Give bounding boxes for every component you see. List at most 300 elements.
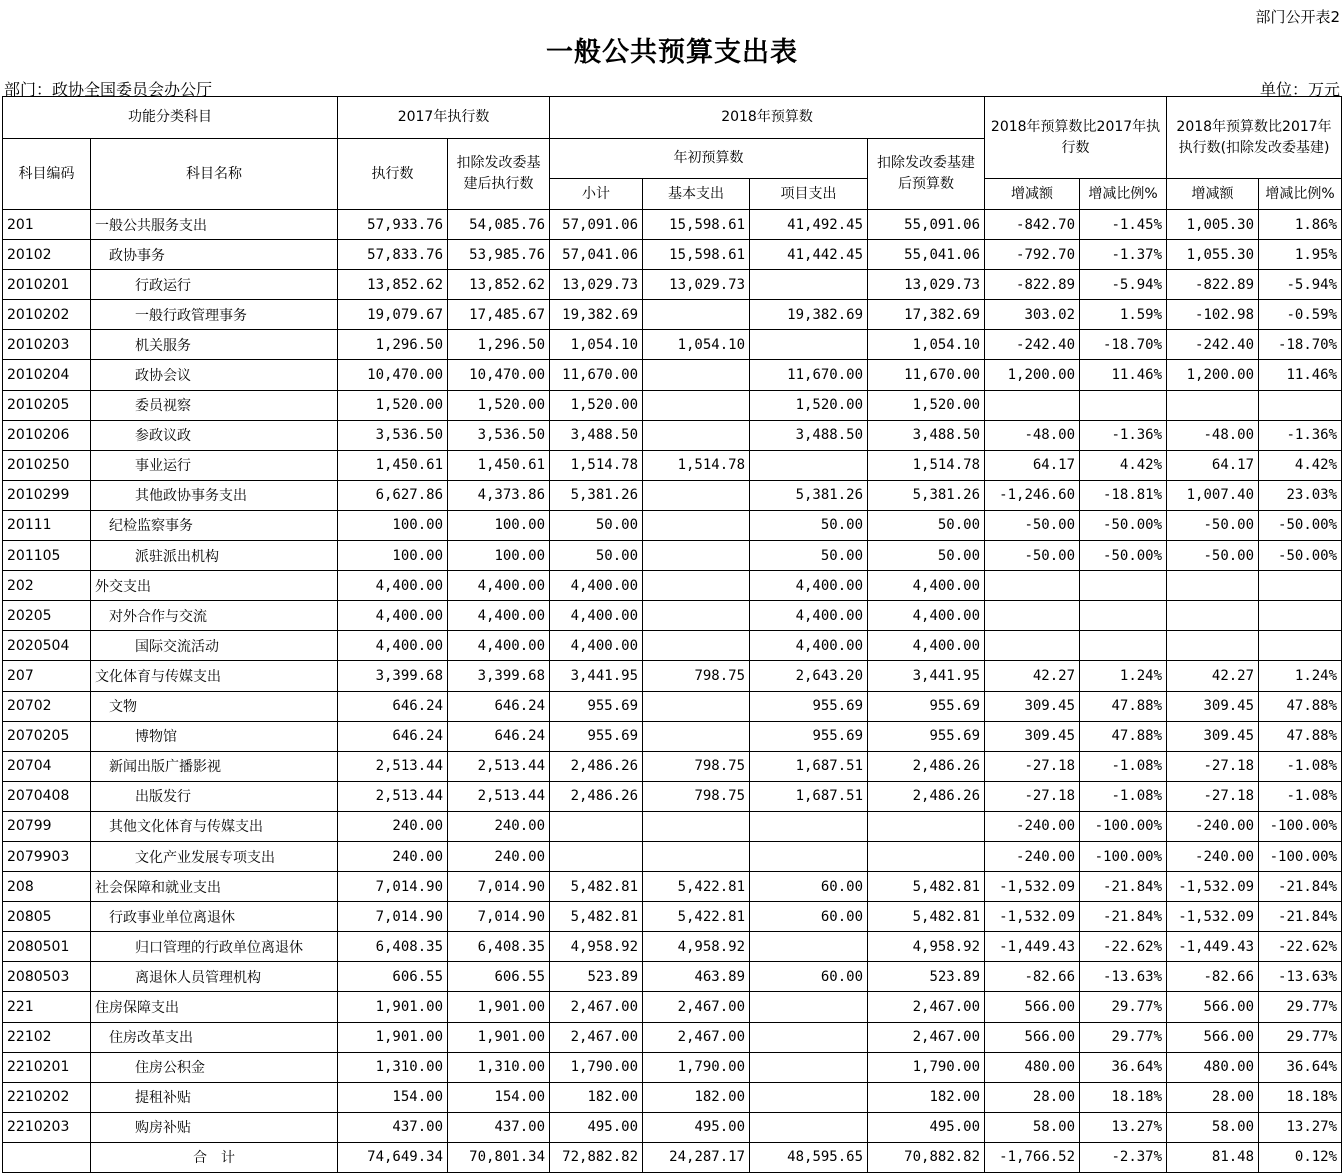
cell-change-2: -102.98 — [1167, 300, 1259, 330]
cell-exec: 2,513.44 — [338, 781, 448, 811]
table-row — [3, 1082, 1342, 1112]
cell-name: 提租补贴 — [91, 1082, 338, 1112]
cell-name: 一般公共服务支出 — [91, 210, 338, 240]
cell-name: 归口管理的行政单位离退休 — [91, 932, 338, 962]
cell-change-1 — [985, 390, 1080, 420]
cell-pct-2: -1.08% — [1259, 781, 1342, 811]
cell-pct-1: -50.00% — [1080, 541, 1167, 571]
cell-subtotal: 4,958.92 — [550, 932, 643, 962]
cell-exec: 10,470.00 — [338, 360, 448, 390]
table-row — [3, 270, 1342, 300]
cell-code: 20704 — [3, 751, 91, 781]
cell-pct-1: 1.24% — [1080, 661, 1167, 691]
cell-change-2: -1,532.09 — [1167, 902, 1259, 932]
cell-pct-1: -100.00% — [1080, 841, 1167, 871]
cell-exec-adjusted: 240.00 — [448, 841, 550, 871]
cell-pct-1: 29.77% — [1080, 1022, 1167, 1052]
cell-project — [750, 1022, 868, 1052]
cell-change-2: -240.00 — [1167, 811, 1259, 841]
cell-budget-adjusted: 13,029.73 — [868, 270, 985, 300]
cell-basic — [643, 841, 750, 871]
cell-basic: 2,467.00 — [643, 992, 750, 1022]
cell-basic — [643, 571, 750, 601]
total-change-1: -1,766.52 — [985, 1142, 1080, 1172]
table-row — [3, 480, 1342, 510]
cell-exec-adjusted: 1,450.61 — [448, 450, 550, 480]
cell-code: 20702 — [3, 691, 91, 721]
cell-name: 其他政协事务支出 — [91, 480, 338, 510]
cell-subtotal: 2,486.26 — [550, 751, 643, 781]
header-basic: 基本支出 — [643, 179, 750, 210]
cell-budget-adjusted: 2,467.00 — [868, 992, 985, 1022]
total-subtotal: 72,882.82 — [550, 1142, 643, 1172]
cell-budget-adjusted: 5,482.81 — [868, 902, 985, 932]
cell-basic — [643, 811, 750, 841]
cell-exec-adjusted: 100.00 — [448, 541, 550, 571]
header-exec: 执行数 — [338, 139, 448, 210]
cell-change-1: -792.70 — [985, 240, 1080, 270]
table-row — [3, 661, 1342, 691]
cell-pct-2: -1.08% — [1259, 751, 1342, 781]
cell-exec-adjusted: 100.00 — [448, 510, 550, 540]
cell-budget-adjusted: 5,482.81 — [868, 872, 985, 902]
cell-code: 2210203 — [3, 1112, 91, 1142]
cell-code: 2079903 — [3, 841, 91, 871]
cell-code: 2010203 — [3, 330, 91, 360]
cell-budget-adjusted: 50.00 — [868, 510, 985, 540]
cell-exec: 646.24 — [338, 721, 448, 751]
cell-budget-adjusted: 4,400.00 — [868, 631, 985, 661]
cell-change-1: 28.00 — [985, 1082, 1080, 1112]
cell-basic: 798.75 — [643, 661, 750, 691]
table-row — [3, 541, 1342, 571]
cell-project: 11,670.00 — [750, 360, 868, 390]
cell-code: 2010202 — [3, 300, 91, 330]
cell-subtotal: 50.00 — [550, 510, 643, 540]
cell-code: 2010201 — [3, 270, 91, 300]
cell-basic: 15,598.61 — [643, 210, 750, 240]
cell-exec-adjusted: 1,310.00 — [448, 1052, 550, 1082]
cell-budget-adjusted: 955.69 — [868, 691, 985, 721]
cell-exec: 2,513.44 — [338, 751, 448, 781]
cell-code: 2010204 — [3, 360, 91, 390]
cell-budget-adjusted: 1,520.00 — [868, 390, 985, 420]
cell-subtotal: 11,670.00 — [550, 360, 643, 390]
table-row — [3, 962, 1342, 992]
cell-exec: 6,408.35 — [338, 932, 448, 962]
cell-change-1: -842.70 — [985, 210, 1080, 240]
cell-budget-adjusted: 3,441.95 — [868, 661, 985, 691]
cell-exec-adjusted: 2,513.44 — [448, 751, 550, 781]
table-row — [3, 450, 1342, 480]
cell-subtotal: 955.69 — [550, 691, 643, 721]
cell-exec-adjusted: 437.00 — [448, 1112, 550, 1142]
cell-pct-1: -21.84% — [1080, 872, 1167, 902]
cell-name: 事业运行 — [91, 450, 338, 480]
cell-basic: 798.75 — [643, 751, 750, 781]
cell-code: 20102 — [3, 240, 91, 270]
cell-pct-2: 36.64% — [1259, 1052, 1342, 1082]
cell-pct-2 — [1259, 390, 1342, 420]
cell-exec: 1,296.50 — [338, 330, 448, 360]
cell-pct-2: 47.88% — [1259, 721, 1342, 751]
table-row — [3, 210, 1342, 240]
cell-project — [750, 841, 868, 871]
cell-name: 博物馆 — [91, 721, 338, 751]
total-exec: 74,649.34 — [338, 1142, 448, 1172]
cell-exec-adjusted: 17,485.67 — [448, 300, 550, 330]
cell-pct-2: -0.59% — [1259, 300, 1342, 330]
cell-exec: 3,399.68 — [338, 661, 448, 691]
cell-exec: 4,400.00 — [338, 601, 448, 631]
cell-project — [750, 330, 868, 360]
cell-change-2: 1,005.30 — [1167, 210, 1259, 240]
cell-pct-2: 47.88% — [1259, 691, 1342, 721]
unit-label: 单位：万元 — [1259, 80, 1340, 99]
cell-name: 参政议政 — [91, 420, 338, 450]
cell-pct-1 — [1080, 631, 1167, 661]
cell-change-1 — [985, 631, 1080, 661]
cell-name: 社会保障和就业支出 — [91, 872, 338, 902]
cell-name: 对外合作与交流 — [91, 601, 338, 631]
cell-pct-1: -1.36% — [1080, 420, 1167, 450]
cell-budget-adjusted: 11,670.00 — [868, 360, 985, 390]
cell-budget-adjusted: 2,486.26 — [868, 781, 985, 811]
cell-pct-1: 36.64% — [1080, 1052, 1167, 1082]
cell-basic: 15,598.61 — [643, 240, 750, 270]
cell-pct-2: -1.36% — [1259, 420, 1342, 450]
cell-change-2: 566.00 — [1167, 1022, 1259, 1052]
total-project: 48,595.65 — [750, 1142, 868, 1172]
cell-name: 政协会议 — [91, 360, 338, 390]
total-pct-1: -2.37% — [1080, 1142, 1167, 1172]
cell-code: 207 — [3, 661, 91, 691]
cell-budget-adjusted: 2,486.26 — [868, 751, 985, 781]
header-pct-2: 增减比例% — [1259, 179, 1342, 210]
cell-exec-adjusted: 240.00 — [448, 811, 550, 841]
cell-budget-adjusted: 1,790.00 — [868, 1052, 985, 1082]
header-subtotal: 小计 — [550, 179, 643, 210]
cell-subtotal: 1,514.78 — [550, 450, 643, 480]
cell-basic — [643, 480, 750, 510]
cell-exec-adjusted: 7,014.90 — [448, 872, 550, 902]
cell-exec-adjusted: 1,901.00 — [448, 1022, 550, 1052]
cell-change-2: 1,007.40 — [1167, 480, 1259, 510]
cell-basic — [643, 541, 750, 571]
header-change-2: 增减额 — [1167, 179, 1259, 210]
cell-subtotal: 50.00 — [550, 541, 643, 571]
cell-subtotal: 1,790.00 — [550, 1052, 643, 1082]
cell-code: 20205 — [3, 601, 91, 631]
cell-exec: 1,901.00 — [338, 992, 448, 1022]
table-row — [3, 240, 1342, 270]
header-exec-2017: 2017年执行数 — [338, 97, 550, 139]
cell-code: 20111 — [3, 510, 91, 540]
cell-basic: 1,790.00 — [643, 1052, 750, 1082]
cell-budget-adjusted: 182.00 — [868, 1082, 985, 1112]
cell-subtotal: 4,400.00 — [550, 571, 643, 601]
cell-project — [750, 932, 868, 962]
cell-project: 5,381.26 — [750, 480, 868, 510]
cell-budget-adjusted: 50.00 — [868, 541, 985, 571]
cell-pct-2: -21.84% — [1259, 872, 1342, 902]
cell-subtotal: 2,467.00 — [550, 992, 643, 1022]
table-row — [3, 691, 1342, 721]
cell-project — [750, 811, 868, 841]
cell-change-2: -242.40 — [1167, 330, 1259, 360]
cell-exec: 100.00 — [338, 510, 448, 540]
total-exec-adjusted: 70,801.34 — [448, 1142, 550, 1172]
cell-exec-adjusted: 646.24 — [448, 691, 550, 721]
header-name: 科目名称 — [91, 139, 338, 210]
cell-subtotal: 19,382.69 — [550, 300, 643, 330]
total-label: 合 计 — [91, 1142, 338, 1172]
cell-subtotal — [550, 841, 643, 871]
cell-budget-adjusted — [868, 811, 985, 841]
cell-exec-adjusted: 1,520.00 — [448, 390, 550, 420]
cell-pct-2: -18.70% — [1259, 330, 1342, 360]
cell-change-1: -240.00 — [985, 841, 1080, 871]
cell-subtotal: 4,400.00 — [550, 601, 643, 631]
cell-budget-adjusted: 4,400.00 — [868, 571, 985, 601]
cell-exec: 437.00 — [338, 1112, 448, 1142]
cell-basic: 5,422.81 — [643, 872, 750, 902]
cell-exec-adjusted: 1,296.50 — [448, 330, 550, 360]
cell-pct-1 — [1080, 571, 1167, 601]
cell-pct-2: 1.86% — [1259, 210, 1342, 240]
cell-pct-2: 13.27% — [1259, 1112, 1342, 1142]
cell-change-2: -48.00 — [1167, 420, 1259, 450]
cell-change-2: -1,449.43 — [1167, 932, 1259, 962]
cell-exec-adjusted: 4,400.00 — [448, 601, 550, 631]
cell-code: 201105 — [3, 541, 91, 571]
header-budget-2018: 2018年预算数 — [550, 97, 985, 139]
header-compare-2: 2018年预算数比2017年执行数(扣除发改委基建) — [1167, 97, 1342, 179]
cell-exec: 57,933.76 — [338, 210, 448, 240]
cell-pct-1: -21.84% — [1080, 902, 1167, 932]
cell-project: 1,687.51 — [750, 751, 868, 781]
cell-change-2 — [1167, 571, 1259, 601]
cell-subtotal: 182.00 — [550, 1082, 643, 1112]
table-row — [3, 571, 1342, 601]
department-label: 部门：政协全国委员会办公厅 — [4, 80, 213, 99]
cell-exec-adjusted: 3,536.50 — [448, 420, 550, 450]
cell-exec: 240.00 — [338, 811, 448, 841]
cell-basic: 1,054.10 — [643, 330, 750, 360]
cell-change-2: 1,055.30 — [1167, 240, 1259, 270]
cell-budget-adjusted: 1,514.78 — [868, 450, 985, 480]
cell-project — [750, 1112, 868, 1142]
table-row — [3, 1022, 1342, 1052]
cell-exec: 606.55 — [338, 962, 448, 992]
cell-code: 2210201 — [3, 1052, 91, 1082]
cell-code: 2010250 — [3, 450, 91, 480]
cell-basic — [643, 601, 750, 631]
cell-pct-2: 23.03% — [1259, 480, 1342, 510]
header-exec-adjusted: 扣除发改委基建后执行数 — [448, 139, 550, 210]
cell-change-2: -50.00 — [1167, 541, 1259, 571]
cell-exec: 4,400.00 — [338, 631, 448, 661]
cell-name: 政协事务 — [91, 240, 338, 270]
cell-subtotal: 2,486.26 — [550, 781, 643, 811]
cell-pct-1 — [1080, 390, 1167, 420]
cell-pct-1: 4.42% — [1080, 450, 1167, 480]
cell-pct-1: -100.00% — [1080, 811, 1167, 841]
cell-name: 出版发行 — [91, 781, 338, 811]
cell-change-1: -240.00 — [985, 811, 1080, 841]
header-code: 科目编码 — [3, 139, 91, 210]
cell-pct-1: -18.81% — [1080, 480, 1167, 510]
cell-pct-2: 11.46% — [1259, 360, 1342, 390]
cell-budget-adjusted: 55,041.06 — [868, 240, 985, 270]
cell-change-1: 309.45 — [985, 721, 1080, 751]
cell-pct-2: -100.00% — [1259, 811, 1342, 841]
cell-pct-1: 1.59% — [1080, 300, 1167, 330]
cell-project: 60.00 — [750, 872, 868, 902]
cell-basic — [643, 691, 750, 721]
cell-pct-1: -1.08% — [1080, 751, 1167, 781]
header-project: 项目支出 — [750, 179, 868, 210]
cell-pct-2 — [1259, 571, 1342, 601]
cell-name: 行政运行 — [91, 270, 338, 300]
cell-change-1: -242.40 — [985, 330, 1080, 360]
cell-project: 1,687.51 — [750, 781, 868, 811]
cell-name: 文化体育与传媒支出 — [91, 661, 338, 691]
cell-pct-2 — [1259, 631, 1342, 661]
cell-exec-adjusted: 3,399.68 — [448, 661, 550, 691]
cell-project — [750, 1082, 868, 1112]
cell-subtotal: 5,381.26 — [550, 480, 643, 510]
cell-pct-1: 11.46% — [1080, 360, 1167, 390]
header-initial-budget: 年初预算数 — [550, 139, 868, 179]
table-row — [3, 811, 1342, 841]
cell-pct-1: 29.77% — [1080, 992, 1167, 1022]
cell-change-1: -50.00 — [985, 510, 1080, 540]
cell-project: 3,488.50 — [750, 420, 868, 450]
cell-change-2: 64.17 — [1167, 450, 1259, 480]
cell-change-1: 566.00 — [985, 992, 1080, 1022]
cell-exec: 19,079.67 — [338, 300, 448, 330]
table-row — [3, 1052, 1342, 1082]
cell-subtotal: 5,482.81 — [550, 902, 643, 932]
cell-name: 纪检监察事务 — [91, 510, 338, 540]
cell-subtotal: 57,091.06 — [550, 210, 643, 240]
cell-code: 201 — [3, 210, 91, 240]
table-header — [3, 97, 1342, 210]
cell-project: 955.69 — [750, 691, 868, 721]
cell-subtotal: 523.89 — [550, 962, 643, 992]
cell-basic — [643, 631, 750, 661]
cell-exec: 1,310.00 — [338, 1052, 448, 1082]
cell-name: 机关服务 — [91, 330, 338, 360]
cell-exec-adjusted: 4,400.00 — [448, 631, 550, 661]
cell-change-1: -27.18 — [985, 751, 1080, 781]
cell-project: 19,382.69 — [750, 300, 868, 330]
cell-pct-2: 29.77% — [1259, 992, 1342, 1022]
cell-exec-adjusted: 53,985.76 — [448, 240, 550, 270]
cell-pct-1: 47.88% — [1080, 721, 1167, 751]
cell-code: 20805 — [3, 902, 91, 932]
cell-exec-adjusted: 1,901.00 — [448, 992, 550, 1022]
cell-change-2 — [1167, 601, 1259, 631]
cell-exec-adjusted: 2,513.44 — [448, 781, 550, 811]
cell-budget-adjusted: 3,488.50 — [868, 420, 985, 450]
cell-change-2: 309.45 — [1167, 721, 1259, 751]
cell-project — [750, 270, 868, 300]
cell-change-2: 566.00 — [1167, 992, 1259, 1022]
cell-change-1: -50.00 — [985, 541, 1080, 571]
cell-change-1: 64.17 — [985, 450, 1080, 480]
cell-pct-1: -1.45% — [1080, 210, 1167, 240]
cell-pct-2: 29.77% — [1259, 1022, 1342, 1052]
cell-code: 221 — [3, 992, 91, 1022]
cell-name: 行政事业单位离退休 — [91, 902, 338, 932]
cell-subtotal: 1,520.00 — [550, 390, 643, 420]
cell-exec-adjusted: 54,085.76 — [448, 210, 550, 240]
table-row — [3, 360, 1342, 390]
header-func: 功能分类科目 — [3, 97, 338, 139]
table-body — [3, 210, 1342, 1173]
cell-change-2 — [1167, 390, 1259, 420]
cell-change-2: -240.00 — [1167, 841, 1259, 871]
cell-change-2: -50.00 — [1167, 510, 1259, 540]
cell-project: 41,442.45 — [750, 240, 868, 270]
cell-change-2: -27.18 — [1167, 781, 1259, 811]
cell-pct-2: 4.42% — [1259, 450, 1342, 480]
header-change-1: 增减额 — [985, 179, 1080, 210]
cell-exec: 240.00 — [338, 841, 448, 871]
cell-code: 2070408 — [3, 781, 91, 811]
cell-change-2: 1,200.00 — [1167, 360, 1259, 390]
cell-change-2: 28.00 — [1167, 1082, 1259, 1112]
cell-name: 其他文化体育与传媒支出 — [91, 811, 338, 841]
cell-budget-adjusted: 2,467.00 — [868, 1022, 985, 1052]
budget-table — [2, 96, 1342, 1173]
cell-name: 文物 — [91, 691, 338, 721]
cell-basic: 798.75 — [643, 781, 750, 811]
cell-code: 2020504 — [3, 631, 91, 661]
cell-basic — [643, 510, 750, 540]
cell-code: 2080503 — [3, 962, 91, 992]
cell-change-2: 480.00 — [1167, 1052, 1259, 1082]
cell-change-2: -82.66 — [1167, 962, 1259, 992]
cell-exec-adjusted: 646.24 — [448, 721, 550, 751]
table-row — [3, 601, 1342, 631]
cell-exec-adjusted: 10,470.00 — [448, 360, 550, 390]
cell-budget-adjusted: 5,381.26 — [868, 480, 985, 510]
cell-change-1: 303.02 — [985, 300, 1080, 330]
cell-subtotal: 4,400.00 — [550, 631, 643, 661]
cell-code: 2210202 — [3, 1082, 91, 1112]
cell-code: 2070205 — [3, 721, 91, 751]
cell-subtotal: 5,482.81 — [550, 872, 643, 902]
table-row — [3, 330, 1342, 360]
cell-budget-adjusted: 495.00 — [868, 1112, 985, 1142]
cell-project: 4,400.00 — [750, 571, 868, 601]
table-row — [3, 751, 1342, 781]
cell-project — [750, 992, 868, 1022]
table-row — [3, 872, 1342, 902]
cell-exec: 13,852.62 — [338, 270, 448, 300]
cell-pct-1: -13.63% — [1080, 962, 1167, 992]
cell-exec: 100.00 — [338, 541, 448, 571]
cell-change-2: 58.00 — [1167, 1112, 1259, 1142]
cell-name: 离退休人员管理机构 — [91, 962, 338, 992]
cell-name: 住房公积金 — [91, 1052, 338, 1082]
cell-pct-2: 1.24% — [1259, 661, 1342, 691]
cell-basic: 2,467.00 — [643, 1022, 750, 1052]
table-row — [3, 390, 1342, 420]
